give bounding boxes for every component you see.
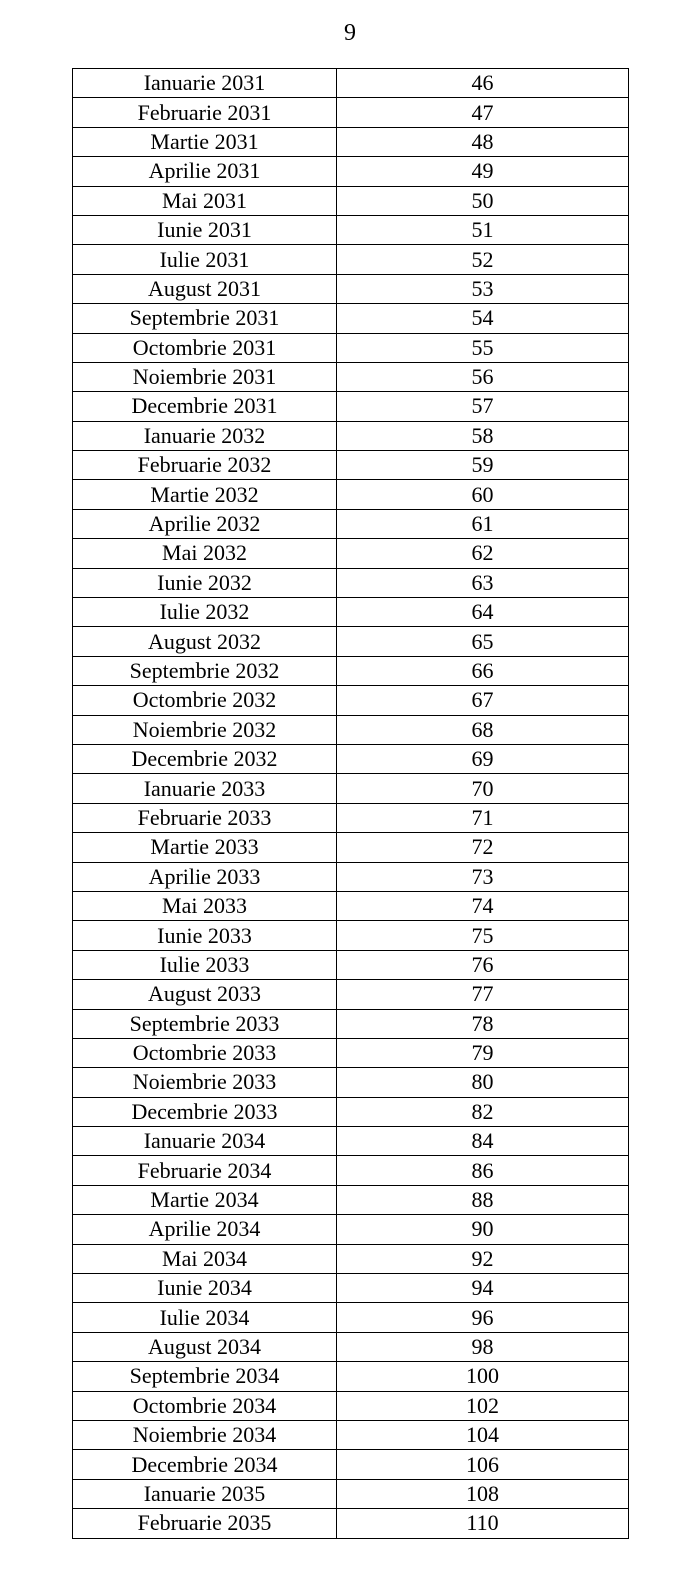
value-cell: 72 bbox=[337, 833, 629, 862]
value-cell: 55 bbox=[337, 333, 629, 362]
month-cell: Septembrie 2034 bbox=[73, 1362, 337, 1391]
table-row bbox=[73, 568, 629, 597]
month-cell: Mai 2034 bbox=[73, 1244, 337, 1273]
month-cell: Februarie 2031 bbox=[73, 98, 337, 127]
value-cell: 80 bbox=[337, 1068, 629, 1097]
table-row bbox=[73, 480, 629, 509]
value-cell: 60 bbox=[337, 480, 629, 509]
schedule-table bbox=[72, 68, 629, 1539]
month-cell: Noiembrie 2031 bbox=[73, 362, 337, 391]
month-cell: Martie 2033 bbox=[73, 833, 337, 862]
table-row bbox=[73, 774, 629, 803]
table-row bbox=[73, 744, 629, 773]
table-row bbox=[73, 392, 629, 421]
table-row bbox=[73, 1391, 629, 1420]
value-cell: 77 bbox=[337, 980, 629, 1009]
month-cell: Iunie 2034 bbox=[73, 1274, 337, 1303]
month-cell: Iulie 2034 bbox=[73, 1303, 337, 1332]
month-cell: Octombrie 2031 bbox=[73, 333, 337, 362]
month-cell: Mai 2032 bbox=[73, 539, 337, 568]
month-cell: Iunie 2031 bbox=[73, 215, 337, 244]
month-cell: Februarie 2034 bbox=[73, 1156, 337, 1185]
table-row bbox=[73, 304, 629, 333]
month-cell: Martie 2032 bbox=[73, 480, 337, 509]
month-cell: Mai 2033 bbox=[73, 891, 337, 920]
month-cell: Februarie 2033 bbox=[73, 803, 337, 832]
value-cell: 104 bbox=[337, 1420, 629, 1449]
month-cell: Noiembrie 2034 bbox=[73, 1420, 337, 1449]
month-cell: Iunie 2033 bbox=[73, 921, 337, 950]
table-row bbox=[73, 833, 629, 862]
table-row bbox=[73, 1185, 629, 1214]
value-cell: 47 bbox=[337, 98, 629, 127]
month-cell: Iunie 2032 bbox=[73, 568, 337, 597]
value-cell: 90 bbox=[337, 1215, 629, 1244]
value-cell: 49 bbox=[337, 157, 629, 186]
month-cell: Martie 2034 bbox=[73, 1185, 337, 1214]
table-row bbox=[73, 1303, 629, 1332]
value-cell: 79 bbox=[337, 1038, 629, 1067]
table-row bbox=[73, 539, 629, 568]
table-row bbox=[73, 509, 629, 538]
table-row bbox=[73, 245, 629, 274]
value-cell: 70 bbox=[337, 774, 629, 803]
value-cell: 66 bbox=[337, 656, 629, 685]
value-cell: 86 bbox=[337, 1156, 629, 1185]
month-cell: August 2034 bbox=[73, 1332, 337, 1361]
table-row bbox=[73, 656, 629, 685]
value-cell: 75 bbox=[337, 921, 629, 950]
table-row bbox=[73, 1097, 629, 1126]
month-cell: Ianuarie 2031 bbox=[73, 69, 337, 98]
table-row bbox=[73, 1509, 629, 1538]
value-cell: 52 bbox=[337, 245, 629, 274]
month-cell: Octombrie 2033 bbox=[73, 1038, 337, 1067]
table-row bbox=[73, 980, 629, 1009]
table-row bbox=[73, 950, 629, 979]
value-cell: 108 bbox=[337, 1479, 629, 1508]
value-cell: 54 bbox=[337, 304, 629, 333]
table-row bbox=[73, 1362, 629, 1391]
month-cell: August 2033 bbox=[73, 980, 337, 1009]
value-cell: 78 bbox=[337, 1009, 629, 1038]
month-cell: Septembrie 2033 bbox=[73, 1009, 337, 1038]
table-row bbox=[73, 362, 629, 391]
month-cell: Aprilie 2034 bbox=[73, 1215, 337, 1244]
month-cell: Martie 2031 bbox=[73, 127, 337, 156]
value-cell: 71 bbox=[337, 803, 629, 832]
value-cell: 96 bbox=[337, 1303, 629, 1332]
value-cell: 59 bbox=[337, 451, 629, 480]
value-cell: 88 bbox=[337, 1185, 629, 1214]
table-row bbox=[73, 1479, 629, 1508]
table-row bbox=[73, 862, 629, 891]
value-cell: 102 bbox=[337, 1391, 629, 1420]
table-row bbox=[73, 274, 629, 303]
value-cell: 64 bbox=[337, 598, 629, 627]
table-row bbox=[73, 598, 629, 627]
table-row bbox=[73, 186, 629, 215]
value-cell: 62 bbox=[337, 539, 629, 568]
table-row bbox=[73, 127, 629, 156]
table-row bbox=[73, 1038, 629, 1067]
month-cell: Decembrie 2033 bbox=[73, 1097, 337, 1126]
table-row bbox=[73, 1332, 629, 1361]
value-cell: 76 bbox=[337, 950, 629, 979]
table-row bbox=[73, 451, 629, 480]
month-cell: Ianuarie 2033 bbox=[73, 774, 337, 803]
value-cell: 46 bbox=[337, 69, 629, 98]
month-cell: Octombrie 2034 bbox=[73, 1391, 337, 1420]
month-cell: Iulie 2032 bbox=[73, 598, 337, 627]
month-cell: Aprilie 2031 bbox=[73, 157, 337, 186]
value-cell: 68 bbox=[337, 715, 629, 744]
value-cell: 82 bbox=[337, 1097, 629, 1126]
value-cell: 53 bbox=[337, 274, 629, 303]
table-row bbox=[73, 715, 629, 744]
value-cell: 65 bbox=[337, 627, 629, 656]
month-cell: Ianuarie 2032 bbox=[73, 421, 337, 450]
table-row bbox=[73, 1127, 629, 1156]
value-cell: 57 bbox=[337, 392, 629, 421]
table-row bbox=[73, 1156, 629, 1185]
page-number: 9 bbox=[344, 20, 356, 46]
month-cell: Iulie 2031 bbox=[73, 245, 337, 274]
table-row bbox=[73, 1244, 629, 1273]
month-cell: Ianuarie 2034 bbox=[73, 1127, 337, 1156]
value-cell: 98 bbox=[337, 1332, 629, 1361]
table-row bbox=[73, 98, 629, 127]
table-row bbox=[73, 69, 629, 98]
value-cell: 63 bbox=[337, 568, 629, 597]
value-cell: 67 bbox=[337, 686, 629, 715]
value-cell: 48 bbox=[337, 127, 629, 156]
table-row bbox=[73, 1068, 629, 1097]
value-cell: 100 bbox=[337, 1362, 629, 1391]
month-cell: Ianuarie 2035 bbox=[73, 1479, 337, 1508]
month-cell: Decembrie 2034 bbox=[73, 1450, 337, 1479]
table-row bbox=[73, 215, 629, 244]
value-cell: 73 bbox=[337, 862, 629, 891]
value-cell: 74 bbox=[337, 891, 629, 920]
table-row bbox=[73, 157, 629, 186]
month-cell: Februarie 2032 bbox=[73, 451, 337, 480]
value-cell: 84 bbox=[337, 1127, 629, 1156]
table-row bbox=[73, 1450, 629, 1479]
value-cell: 110 bbox=[337, 1509, 629, 1538]
month-cell: Decembrie 2032 bbox=[73, 744, 337, 773]
month-cell: Aprilie 2032 bbox=[73, 509, 337, 538]
month-cell: August 2032 bbox=[73, 627, 337, 656]
table-row bbox=[73, 1215, 629, 1244]
month-cell: Octombrie 2032 bbox=[73, 686, 337, 715]
month-cell: Februarie 2035 bbox=[73, 1509, 337, 1538]
month-cell: Septembrie 2031 bbox=[73, 304, 337, 333]
value-cell: 92 bbox=[337, 1244, 629, 1273]
value-cell: 50 bbox=[337, 186, 629, 215]
month-cell: Noiembrie 2032 bbox=[73, 715, 337, 744]
month-cell: Septembrie 2032 bbox=[73, 656, 337, 685]
table-row bbox=[73, 686, 629, 715]
table-row bbox=[73, 891, 629, 920]
month-cell: Decembrie 2031 bbox=[73, 392, 337, 421]
table-row bbox=[73, 803, 629, 832]
table-row bbox=[73, 1420, 629, 1449]
value-cell: 56 bbox=[337, 362, 629, 391]
schedule-table-body bbox=[73, 69, 629, 1539]
month-cell: Mai 2031 bbox=[73, 186, 337, 215]
value-cell: 94 bbox=[337, 1274, 629, 1303]
month-cell: August 2031 bbox=[73, 274, 337, 303]
value-cell: 69 bbox=[337, 744, 629, 773]
table-row bbox=[73, 421, 629, 450]
value-cell: 58 bbox=[337, 421, 629, 450]
value-cell: 61 bbox=[337, 509, 629, 538]
month-cell: Noiembrie 2033 bbox=[73, 1068, 337, 1097]
table-row bbox=[73, 1009, 629, 1038]
value-cell: 106 bbox=[337, 1450, 629, 1479]
month-cell: Iulie 2033 bbox=[73, 950, 337, 979]
table-row bbox=[73, 333, 629, 362]
table-row bbox=[73, 627, 629, 656]
table-row bbox=[73, 1274, 629, 1303]
table-row bbox=[73, 921, 629, 950]
value-cell: 51 bbox=[337, 215, 629, 244]
month-cell: Aprilie 2033 bbox=[73, 862, 337, 891]
